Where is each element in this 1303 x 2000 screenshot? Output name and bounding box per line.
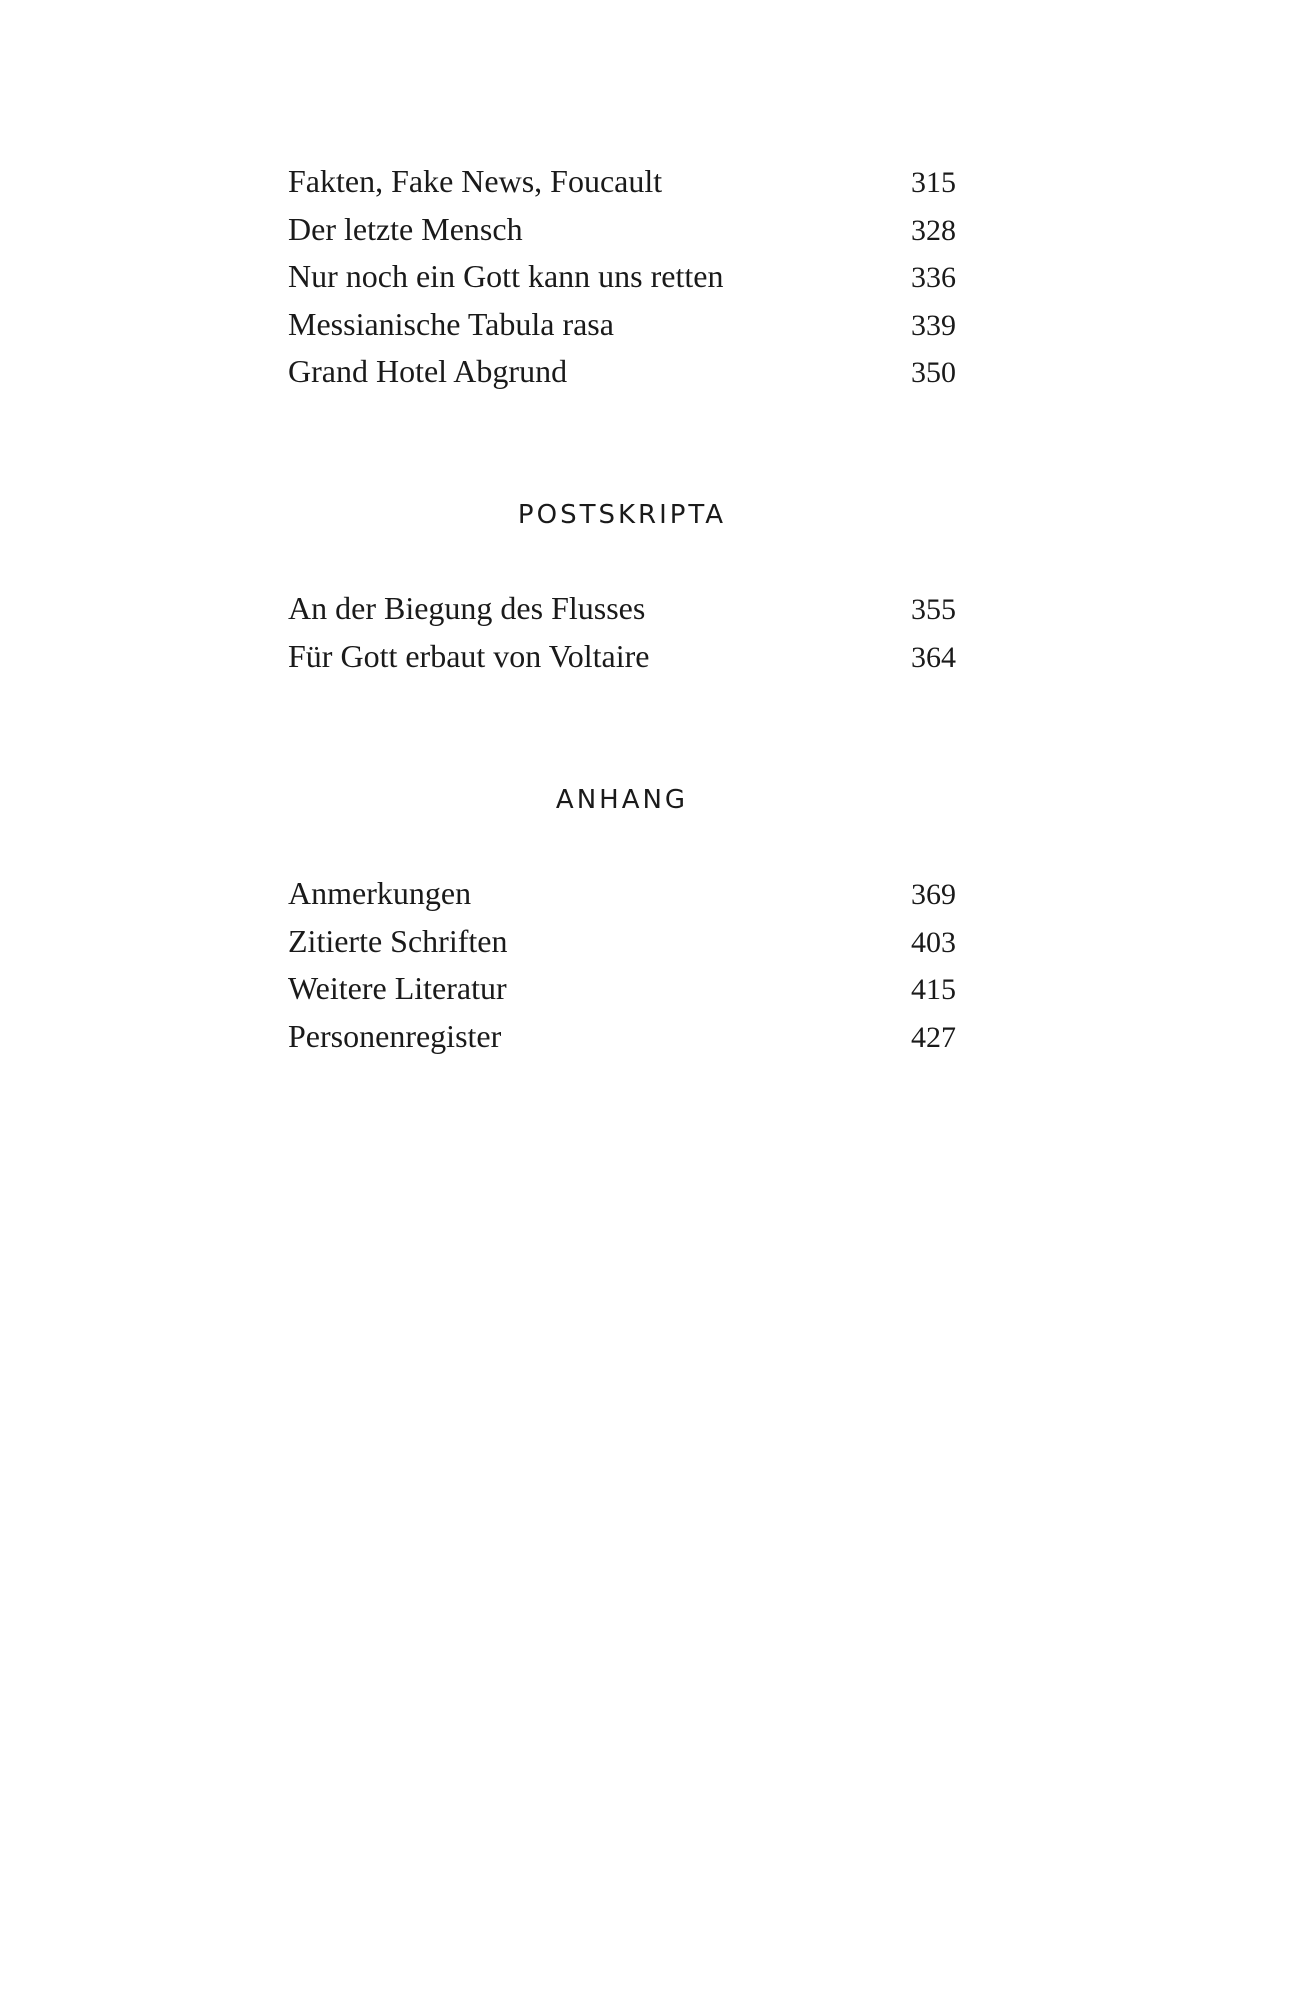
section-heading-postskripta: POSTSKRIPTA (517, 500, 727, 530)
toc-entry[interactable] (288, 965, 956, 1013)
toc-entry-title: Nur noch ein Gott kann uns retten (288, 258, 724, 294)
toc-entry-page: 350 (911, 356, 956, 389)
toc-entry-title: Der letzte Mensch (288, 210, 523, 247)
toc-entry[interactable] (288, 158, 956, 206)
toc-entry-title: Grand Hotel Abgrund (288, 353, 568, 389)
toc-entry[interactable] (288, 1013, 956, 1061)
toc-group-postskripta (288, 585, 956, 680)
toc-group-chapters (288, 158, 956, 396)
toc-entry-page: 364 (911, 640, 956, 674)
toc-entry-title: Anmerkungen (288, 875, 472, 911)
toc-entry[interactable] (288, 633, 956, 681)
toc-entry-title: Messianische Tabula rasa (288, 305, 614, 342)
toc-entry-page: 427 (911, 1020, 956, 1054)
toc-entry-title: Für Gott erbaut von Voltaire (288, 637, 650, 674)
toc-entry-page: 315 (911, 166, 956, 199)
toc-entry-title: Weitere Literatur (288, 970, 507, 1006)
toc-entry[interactable] (288, 870, 956, 918)
toc-entry-title: Personenregister (288, 1017, 502, 1054)
toc-entry-page: 415 (911, 973, 956, 1006)
toc-entry[interactable] (288, 348, 956, 396)
toc-group-anhang (288, 870, 956, 1060)
toc-entry-page: 355 (911, 593, 956, 626)
toc-entry[interactable] (288, 301, 956, 349)
toc-entry-title: An der Biegung des Flusses (288, 590, 646, 626)
toc-entry[interactable] (288, 206, 956, 254)
toc-entry-page: 369 (911, 878, 956, 911)
toc-entry[interactable] (288, 585, 956, 633)
toc-entry-page: 336 (911, 261, 956, 294)
section-heading-anhang: ANHANG (555, 785, 689, 815)
toc-entry-page: 339 (911, 308, 956, 342)
toc-entry-page: 403 (911, 925, 956, 959)
toc-entry[interactable] (288, 253, 956, 301)
toc-entry-title: Fakten, Fake News, Foucault (288, 163, 663, 199)
toc-entry-title: Zitierte Schriften (288, 922, 508, 959)
toc-entry[interactable] (288, 918, 956, 966)
toc-entry-page: 328 (911, 213, 956, 247)
